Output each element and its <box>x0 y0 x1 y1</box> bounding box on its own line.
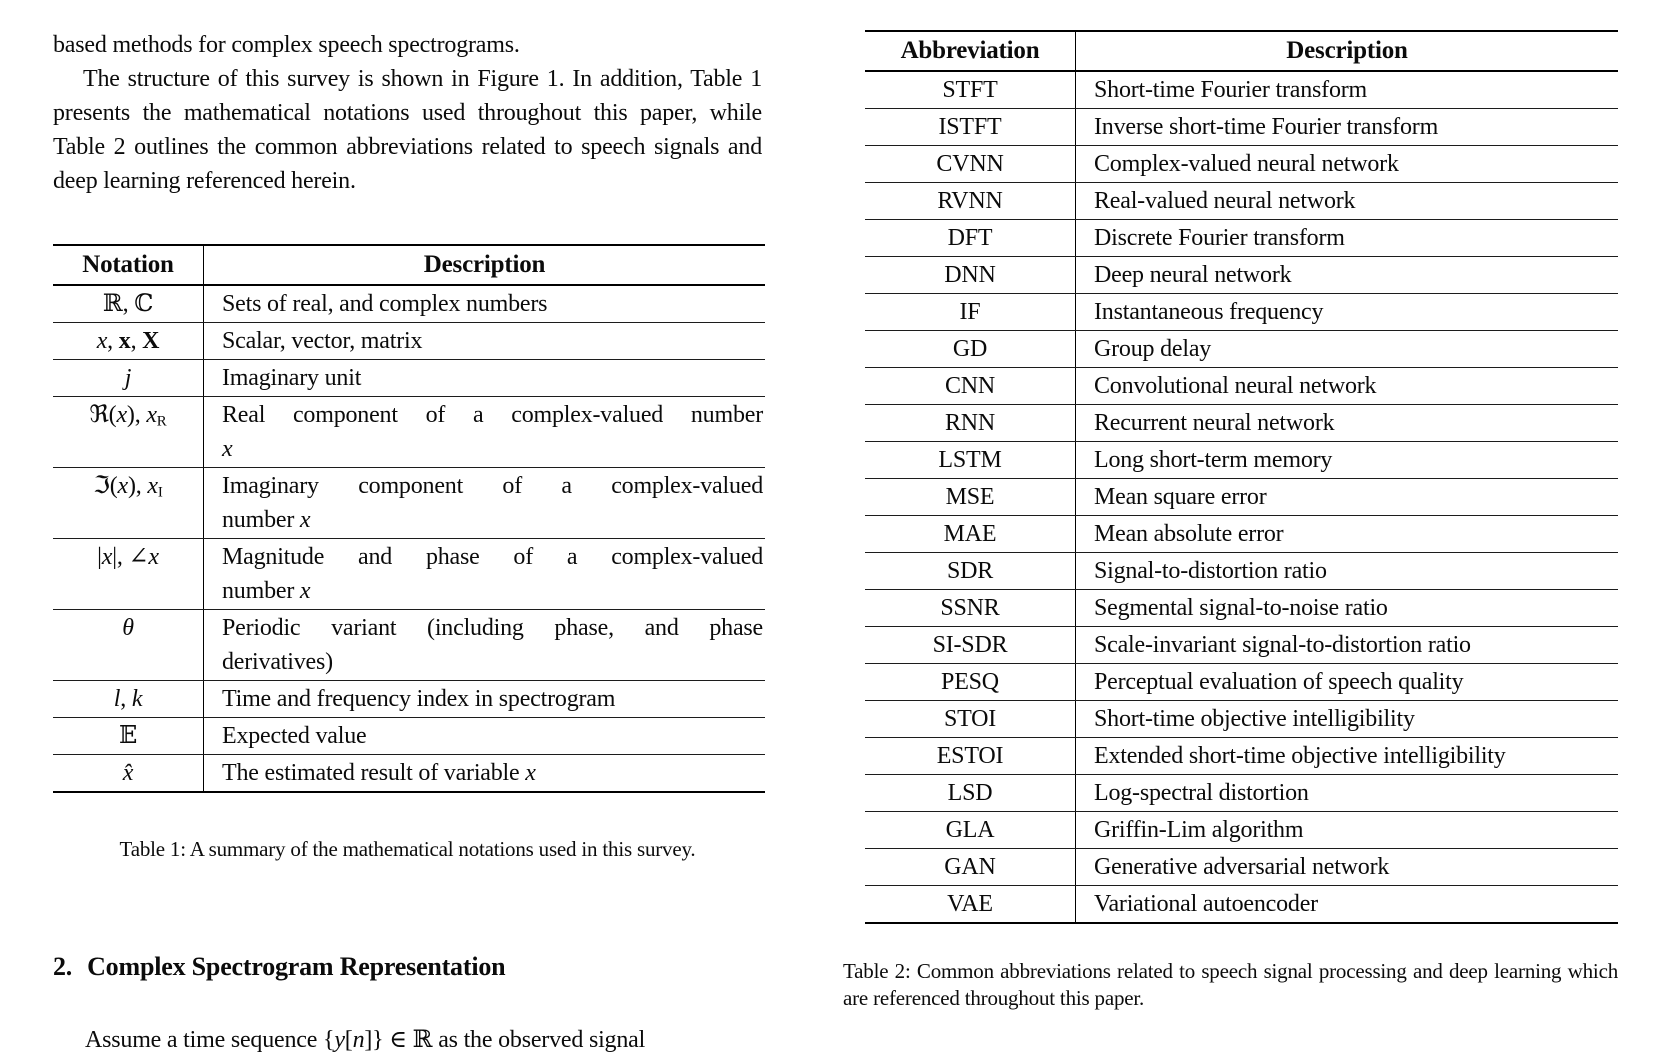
table-row <box>53 397 765 468</box>
table-row <box>53 610 765 681</box>
table-row <box>53 360 765 397</box>
table-row <box>865 479 1618 516</box>
description-column-header: Description <box>1076 31 1619 71</box>
notation-cell: x̂ <box>53 755 204 793</box>
table-row <box>865 701 1618 738</box>
table-row <box>865 331 1618 368</box>
description-cell: Log-spectral distortion <box>1076 775 1619 812</box>
right-column <box>843 30 1618 1012</box>
description-cell: Discrete Fourier transform <box>1076 220 1619 257</box>
abbreviation-cell: PESQ <box>865 664 1076 701</box>
table-header-row <box>865 31 1618 71</box>
notation-cell: θ <box>53 610 204 681</box>
description-cell: Magnitude and phase of a complex-valued number x <box>204 539 766 610</box>
abbreviation-cell: GAN <box>865 849 1076 886</box>
description-cell: Scale-invariant signal-to-distortion ratio <box>1076 627 1619 664</box>
table-row <box>865 257 1618 294</box>
description-cell: Group delay <box>1076 331 1619 368</box>
table-row <box>865 812 1618 849</box>
notation-table-body <box>53 285 765 792</box>
table-row <box>865 886 1618 924</box>
section-number: 2. <box>53 952 73 981</box>
description-cell: Imaginary unit <box>204 360 766 397</box>
description-cell: Extended short-time objective intelligibility <box>1076 738 1619 775</box>
description-cell: Periodic variant (including phase, and phase derivatives) <box>204 610 766 681</box>
description-cell: Inverse short-time Fourier transform <box>1076 109 1619 146</box>
abbreviation-cell: ISTFT <box>865 109 1076 146</box>
abbreviation-cell: DNN <box>865 257 1076 294</box>
notation-table <box>53 244 765 793</box>
description-cell: Expected value <box>204 718 766 755</box>
description-cell: Signal-to-distortion ratio <box>1076 553 1619 590</box>
notation-cell: l, k <box>53 681 204 718</box>
table2-caption: Table 2: Common abbreviations related to speech signal processing and deep learning which are referenced throughout this paper. <box>843 959 1618 1010</box>
abbreviation-cell: DFT <box>865 220 1076 257</box>
abbreviation-cell: MAE <box>865 516 1076 553</box>
table-row <box>53 718 765 755</box>
abbreviation-cell: CNN <box>865 368 1076 405</box>
description-cell: Imaginary component of a complex-valued number x <box>204 468 766 539</box>
notation-cell: ℝ, ℂ <box>53 285 204 323</box>
table-header-row <box>53 245 765 285</box>
table-row <box>865 627 1618 664</box>
notation-cell: j <box>53 360 204 397</box>
table-row <box>865 738 1618 775</box>
table-row <box>865 664 1618 701</box>
table-row <box>865 220 1618 257</box>
table-row <box>865 516 1618 553</box>
abbreviation-cell: MSE <box>865 479 1076 516</box>
description-cell: Instantaneous frequency <box>1076 294 1619 331</box>
table-row <box>53 323 765 360</box>
table-row <box>865 71 1618 109</box>
description-cell: Mean absolute error <box>1076 516 1619 553</box>
table1-caption: Table 1: A summary of the mathematical notations used in this survey. <box>119 837 696 861</box>
description-cell: The estimated result of variable x <box>222 760 536 786</box>
table-row <box>865 146 1618 183</box>
continuation-paragraph: based methods for complex speech spectrograms. <box>53 32 520 58</box>
table-row <box>865 442 1618 479</box>
description-cell: Variational autoencoder <box>1094 891 1318 917</box>
table-row <box>865 553 1618 590</box>
abbreviation-cell: GD <box>865 331 1076 368</box>
abbreviation-cell: RNN <box>865 405 1076 442</box>
table-row <box>53 468 765 539</box>
description-cell: Time and frequency index in spectrogram <box>204 681 766 718</box>
notation-cell: x, x, X <box>53 323 204 360</box>
description-cell: Scalar, vector, matrix <box>204 323 766 360</box>
section-title: Complex Spectrogram Representation <box>87 952 506 981</box>
intro-paragraph: The structure of this survey is shown in Figure 1. In addition, Table 1 presents the mathematical notations used throughout this paper, while Table 2 outlines the common abbreviations related to speech signals and deep learning referenced herein. <box>53 66 762 194</box>
abbreviation-cell: SDR <box>865 553 1076 590</box>
notation-cell: ℜ(x), xR <box>53 397 204 468</box>
table-row <box>865 590 1618 627</box>
table-row <box>53 285 765 323</box>
abbreviation-cell: RVNN <box>865 183 1076 220</box>
abbreviation-table <box>865 30 1618 924</box>
description-cell: Recurrent neural network <box>1076 405 1619 442</box>
table-row <box>53 539 765 610</box>
abbreviation-column-header: Abbreviation <box>865 31 1076 71</box>
description-cell: Real component of a complex-valued number x <box>204 397 766 468</box>
abbreviation-cell: ESTOI <box>865 738 1076 775</box>
notation-cell: ℑ(x), xI <box>53 468 204 539</box>
abbreviation-cell: GLA <box>865 812 1076 849</box>
left-column <box>53 28 762 1057</box>
abbreviation-cell: VAE <box>865 886 1076 924</box>
table-row <box>865 775 1618 812</box>
description-cell: Real-valued neural network <box>1076 183 1619 220</box>
notation-cell: |x|, ∠x <box>53 539 204 610</box>
description-cell: Long short-term memory <box>1076 442 1619 479</box>
table-row <box>865 109 1618 146</box>
abbreviation-cell: SI-SDR <box>865 627 1076 664</box>
abbreviation-cell: IF <box>865 294 1076 331</box>
description-cell: Segmental signal-to-noise ratio <box>1076 590 1619 627</box>
description-cell: Short-time Fourier transform <box>1076 71 1619 109</box>
description-cell: Complex-valued neural network <box>1076 146 1619 183</box>
description-cell: Convolutional neural network <box>1076 368 1619 405</box>
abbreviation-cell: STFT <box>865 71 1076 109</box>
partial-bottom-line: Assume a time sequence {y[n]} ∈ ℝ as the observed signal <box>85 1027 646 1053</box>
abbreviation-cell: CVNN <box>865 146 1076 183</box>
abbreviation-cell: STOI <box>865 701 1076 738</box>
abbreviation-cell: LSTM <box>865 442 1076 479</box>
table-row <box>865 294 1618 331</box>
table-row <box>865 368 1618 405</box>
description-cell: Griffin-Lim algorithm <box>1076 812 1619 849</box>
description-cell: Sets of real, and complex numbers <box>204 285 766 323</box>
description-cell: Deep neural network <box>1076 257 1619 294</box>
section-heading <box>53 951 762 983</box>
notation-column-header: Notation <box>53 245 204 285</box>
table-row <box>865 183 1618 220</box>
description-cell: Short-time objective intelligibility <box>1076 701 1619 738</box>
abbreviation-table-body <box>865 71 1618 923</box>
table-row <box>865 405 1618 442</box>
description-cell: Perceptual evaluation of speech quality <box>1076 664 1619 701</box>
table-row <box>53 681 765 718</box>
description-column-header: Description <box>204 245 766 285</box>
table-row <box>865 849 1618 886</box>
description-cell: Mean square error <box>1076 479 1619 516</box>
notation-cell: 𝔼 <box>53 718 204 755</box>
table-row <box>53 755 765 793</box>
abbreviation-cell: SSNR <box>865 590 1076 627</box>
description-cell: Generative adversarial network <box>1076 849 1619 886</box>
abbreviation-cell: LSD <box>865 775 1076 812</box>
